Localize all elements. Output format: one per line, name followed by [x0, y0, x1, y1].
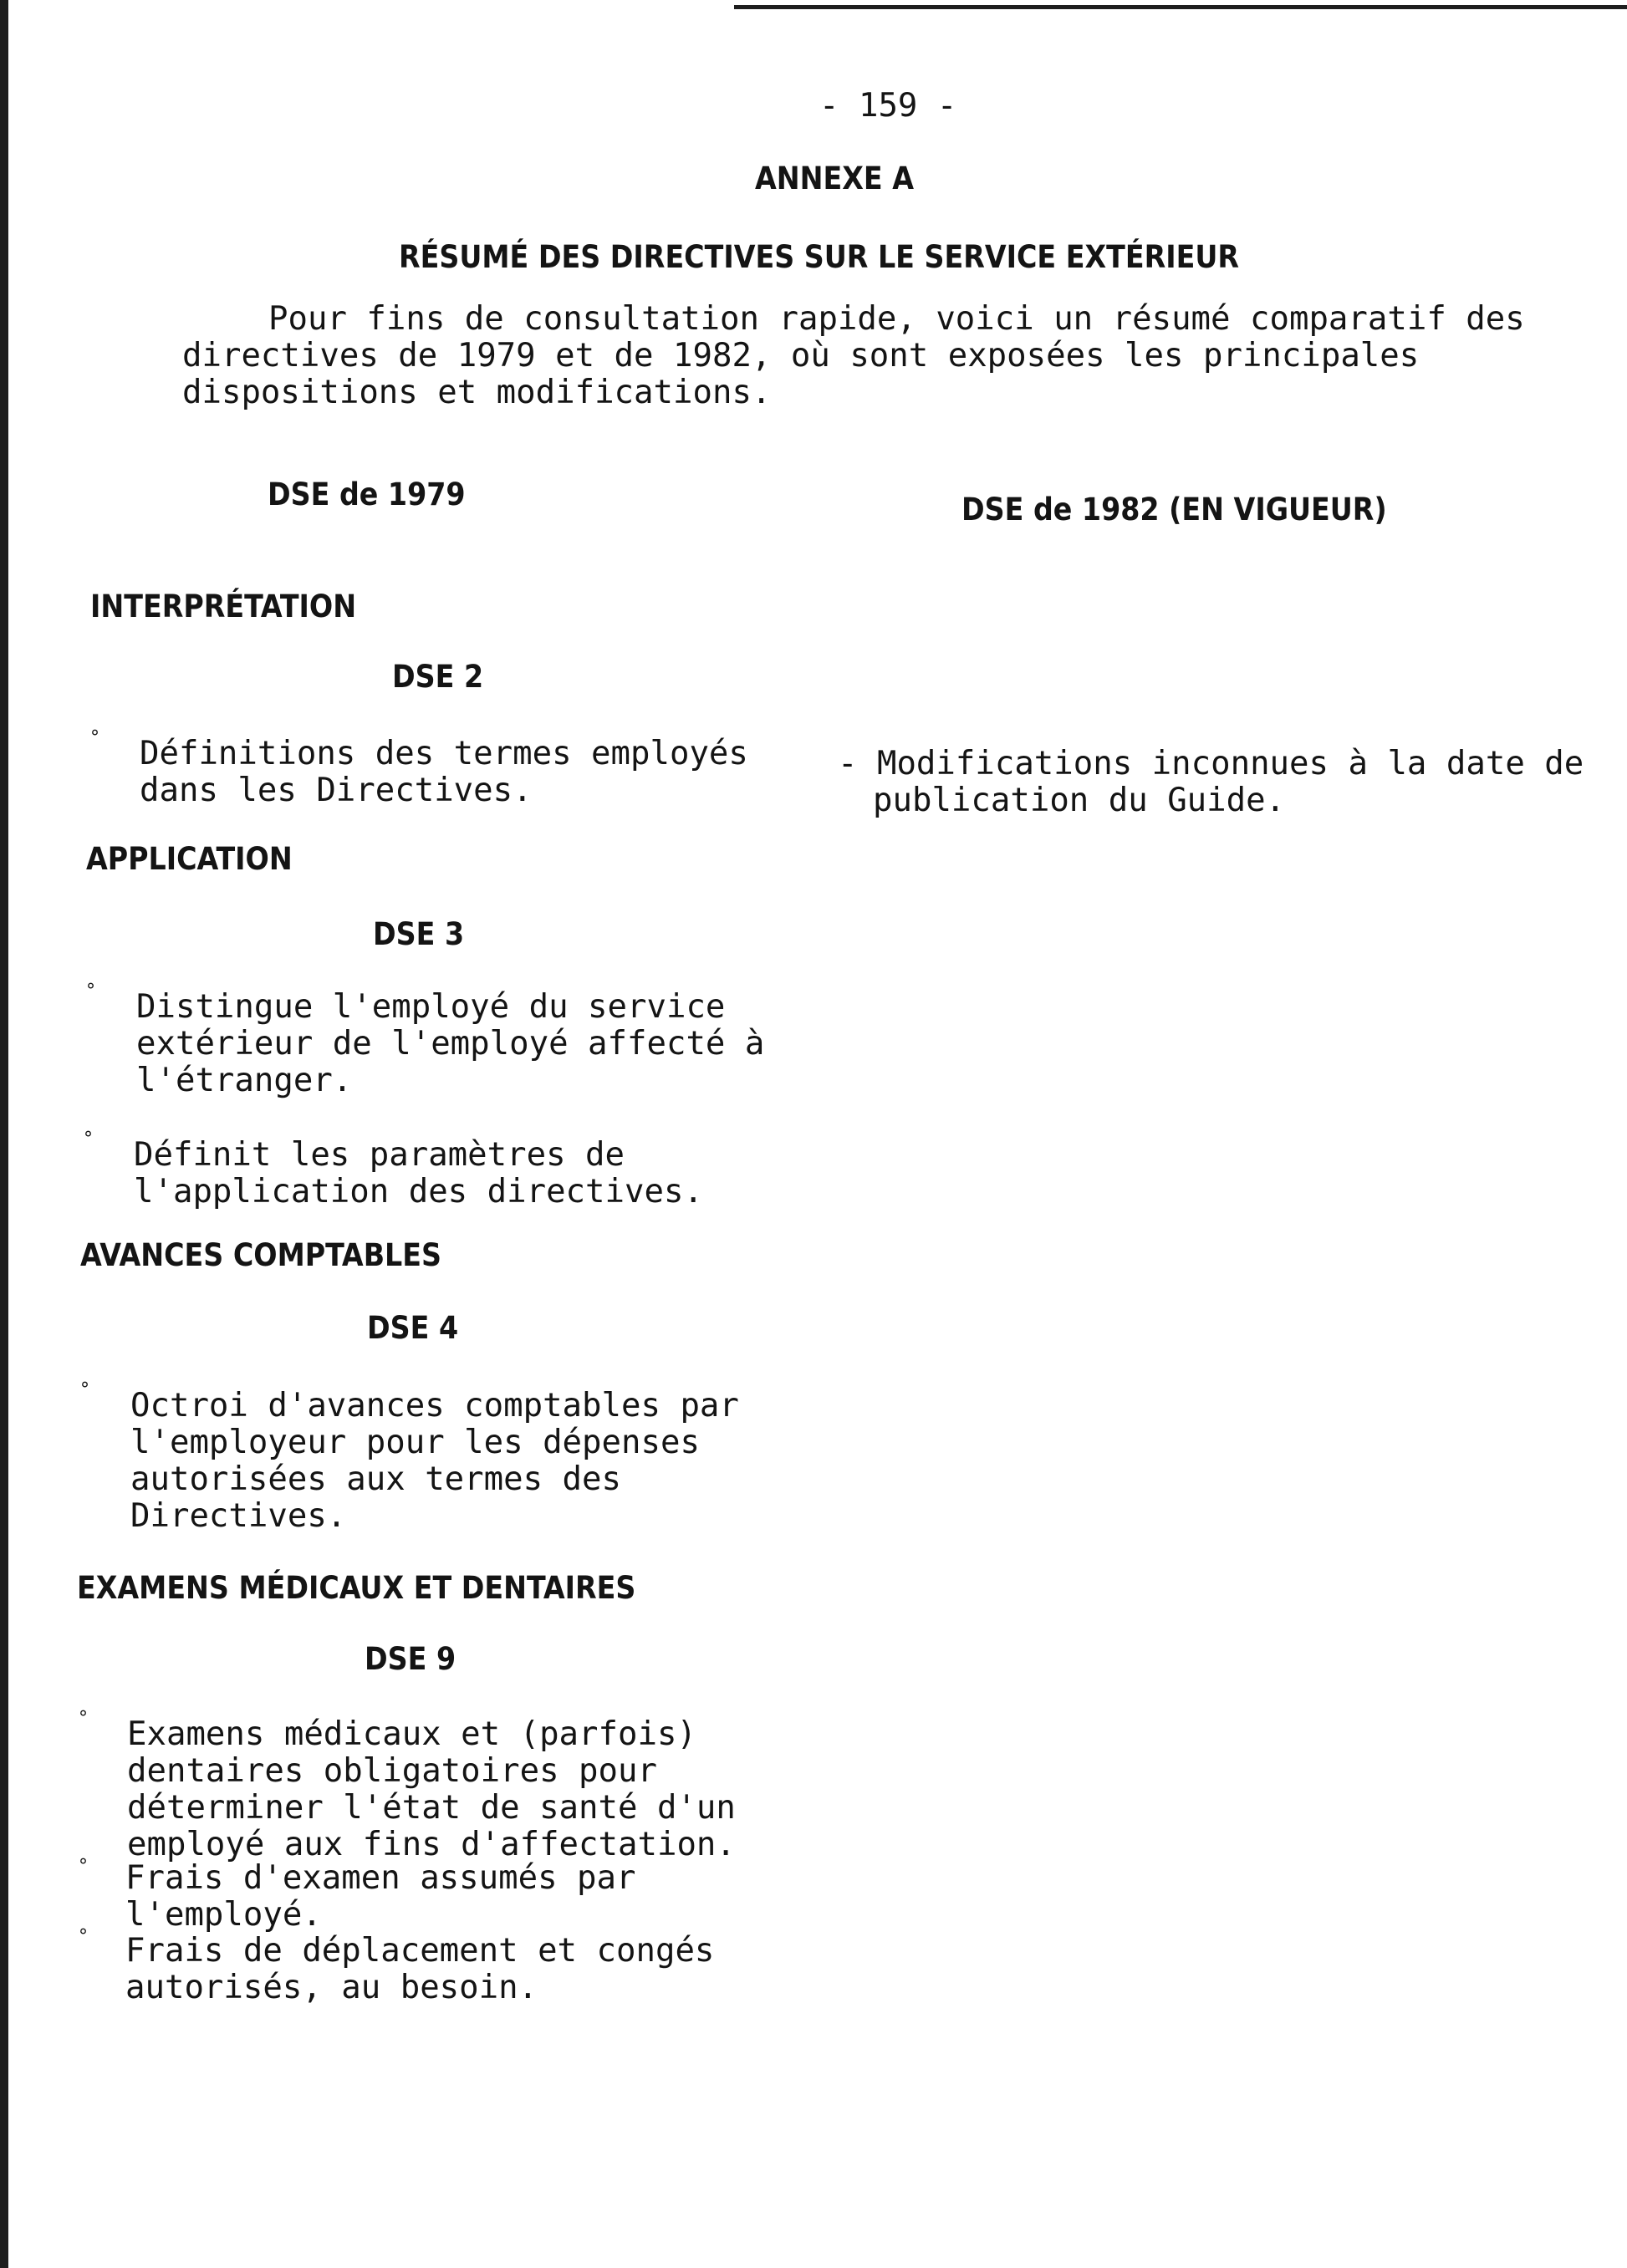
document-title: RÉSUMÉ DES DIRECTIVES SUR LE SERVICE EXTÉRIEUR	[399, 239, 1240, 275]
bullet-icon: °	[90, 727, 99, 748]
dse-number: DSE 2	[392, 659, 484, 695]
list-item: Examens médicaux et (parfois) dentaires obligatoires pour déterminer l'état de santé d'un employé aux fins d'affectation.	[127, 1715, 736, 1863]
dse-number: DSE 3	[373, 916, 465, 952]
bullet-icon: °	[79, 1926, 88, 1947]
section-heading-examens: EXAMENS MÉDICAUX ET DENTAIRES	[77, 1570, 636, 1606]
list-item: Frais de déplacement et congés autorisés, au besoin.	[125, 1932, 715, 2006]
column-heading-1979: DSE de 1979	[268, 477, 466, 512]
modification-note: - Modifications inconnues à la date de publication du Guide.	[838, 745, 1584, 819]
intro-line: dispositions et modifications.	[182, 374, 772, 411]
scan-left-edge	[0, 0, 8, 2268]
list-item: Octroi d'avances comptables par l'employeur pour les dépenses autorisées aux termes des Directives.	[130, 1387, 739, 1535]
annex-title: ANNEXE A	[755, 161, 914, 196]
column-heading-1982: DSE de 1982 (EN VIGUEUR)	[961, 492, 1387, 528]
intro-line: directives de 1979 et de 1982, où sont exposées les principales	[182, 337, 1420, 375]
dse-number: DSE 4	[367, 1310, 459, 1346]
bullet-icon: °	[79, 1856, 88, 1877]
bullet-icon: °	[86, 981, 95, 1001]
section-heading-application: APPLICATION	[86, 841, 293, 877]
bullet-icon: °	[84, 1129, 93, 1149]
section-heading-avances-comptables: AVANCES COMPTABLES	[80, 1237, 441, 1273]
list-item: Frais d'examen assumés par l'employé.	[125, 1859, 636, 1934]
bullet-icon: °	[80, 1379, 89, 1400]
section-heading-interpretation: INTERPRÉTATION	[90, 589, 357, 624]
list-item: Distingue l'employé du service extérieur de l'employé affecté à l'étranger.	[136, 988, 765, 1099]
page-number: - 159 -	[819, 87, 957, 125]
bullet-icon: °	[79, 1708, 88, 1729]
list-item: Définit les paramètres de l'application des directives.	[134, 1136, 703, 1210]
top-rule	[734, 5, 1627, 9]
list-item: Définitions des termes employés dans les Directives.	[140, 735, 748, 809]
intro-paragraph	[182, 301, 1525, 411]
intro-line: Pour fins de consultation rapide, voici un résumé comparatif des	[268, 300, 1525, 338]
dse-number: DSE 9	[365, 1641, 456, 1677]
